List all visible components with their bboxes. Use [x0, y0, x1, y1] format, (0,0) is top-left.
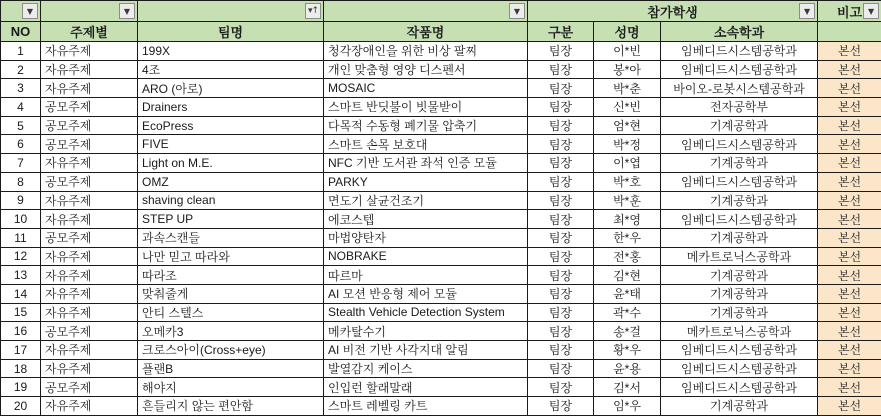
cell-work[interactable]: 스마트 손목 보호대: [324, 135, 528, 154]
cell-dept[interactable]: 임베디드시스템공학과: [661, 135, 818, 154]
cell-name[interactable]: 송*걸: [594, 322, 661, 341]
cell-no[interactable]: 1: [1, 42, 41, 61]
cell-role[interactable]: 팀장: [528, 322, 594, 341]
cell-no[interactable]: 12: [1, 247, 41, 266]
table-row: [1, 154, 881, 173]
cell-work[interactable]: 스마트 반딧불이 빗물받이: [324, 98, 528, 117]
cell-name[interactable]: 한*우: [594, 228, 661, 247]
cell-work[interactable]: 마법양탄자: [324, 228, 528, 247]
cell-work[interactable]: PARKY: [324, 172, 528, 191]
cell-note[interactable]: 본선: [818, 247, 881, 266]
column-header-note-empty: [818, 22, 881, 42]
column-header-team[interactable]: 팀명: [138, 22, 324, 42]
cell-dept[interactable]: 기계공학과: [661, 266, 818, 285]
cell-theme[interactable]: 자유주제: [41, 303, 138, 322]
cell-theme[interactable]: 공모주제: [41, 116, 138, 135]
cell-no[interactable]: 13: [1, 266, 41, 285]
cell-role[interactable]: 팀장: [528, 284, 594, 303]
cell-no[interactable]: 7: [1, 154, 41, 173]
participants-header-label: 참가학생: [532, 2, 813, 21]
cell-theme[interactable]: 공모주제: [41, 378, 138, 397]
cell-role[interactable]: 팀장: [528, 378, 594, 397]
cell-name[interactable]: 최*영: [594, 210, 661, 229]
column-header-name[interactable]: 성명: [594, 22, 661, 42]
cell-note[interactable]: 본선: [818, 191, 881, 210]
cell-theme[interactable]: 자유주제: [41, 210, 138, 229]
table-row: [1, 378, 881, 397]
cell-dept[interactable]: 기계공학과: [661, 116, 818, 135]
cell-name[interactable]: 이*엽: [594, 154, 661, 173]
filter-dropdown-icon: ▼: [804, 7, 810, 16]
column-header-theme[interactable]: 주제별: [41, 22, 138, 42]
cell-no[interactable]: 16: [1, 322, 41, 341]
cell-role[interactable]: 팀장: [528, 397, 594, 416]
cell-no[interactable]: 15: [1, 303, 41, 322]
cell-note[interactable]: 본선: [818, 98, 881, 117]
column-header-no[interactable]: NO: [1, 22, 41, 42]
cell-work[interactable]: Stealth Vehicle Detection System: [324, 303, 528, 322]
cell-team[interactable]: 해야지: [138, 378, 324, 397]
filter-button-work[interactable]: [509, 3, 525, 19]
cell-role[interactable]: 팀장: [528, 266, 594, 285]
table-row: [1, 266, 881, 285]
table-row: [1, 303, 881, 322]
cell-note[interactable]: 본선: [818, 42, 881, 61]
cell-role[interactable]: 팀장: [528, 60, 594, 79]
column-header-dept[interactable]: 소속학과: [661, 22, 818, 42]
cell-note[interactable]: 본선: [818, 135, 881, 154]
table-row: [1, 322, 881, 341]
cell-role[interactable]: 팀장: [528, 341, 594, 360]
cell-note[interactable]: 본선: [818, 266, 881, 285]
cell-name[interactable]: 이*빈: [594, 42, 661, 61]
cell-dept[interactable]: 기계공학과: [661, 154, 818, 173]
cell-name[interactable]: 신*빈: [594, 98, 661, 117]
cell-role[interactable]: 팀장: [528, 79, 594, 98]
cell-name[interactable]: 전*홍: [594, 247, 661, 266]
filter-cell-work: [324, 1, 528, 22]
table-row: [1, 79, 881, 98]
cell-role[interactable]: 팀장: [528, 135, 594, 154]
column-header-role[interactable]: 구분: [528, 22, 594, 42]
cell-name[interactable]: 김*서: [594, 378, 661, 397]
cell-no[interactable]: 10: [1, 210, 41, 229]
table-row: [1, 341, 881, 360]
cell-theme[interactable]: 자유주제: [41, 191, 138, 210]
cell-no[interactable]: 20: [1, 397, 41, 416]
table-row: [1, 172, 881, 191]
cell-work[interactable]: AI 비전 기반 사각지대 알림: [324, 341, 528, 360]
cell-work[interactable]: 청각장애인을 위한 비상 팔찌: [324, 42, 528, 61]
cell-name[interactable]: 박*훈: [594, 191, 661, 210]
cell-team[interactable]: 크로스아이(Cross+eye): [138, 341, 324, 360]
cell-role[interactable]: 팀장: [528, 172, 594, 191]
cell-dept[interactable]: 임베디드시스템공학과: [661, 341, 818, 360]
cell-team[interactable]: Drainers: [138, 98, 324, 117]
note-header-cell[interactable]: [818, 1, 881, 22]
cell-team[interactable]: Light on M.E.: [138, 154, 324, 173]
cell-role[interactable]: 팀장: [528, 303, 594, 322]
table-row: [1, 210, 881, 229]
cell-team[interactable]: OMZ: [138, 172, 324, 191]
cell-team[interactable]: 오메카3: [138, 322, 324, 341]
filter-button-participants[interactable]: [799, 3, 815, 19]
filter-cell-team: [138, 1, 324, 22]
cell-role[interactable]: 팀장: [528, 116, 594, 135]
cell-team[interactable]: 안티 스텔스: [138, 303, 324, 322]
cell-work[interactable]: 개인 맞춤형 영양 디스펜서: [324, 60, 528, 79]
cell-theme[interactable]: 자유주제: [41, 42, 138, 61]
cell-work[interactable]: 따르마: [324, 266, 528, 285]
cell-theme[interactable]: 자유주제: [41, 266, 138, 285]
cell-team[interactable]: 과속스캔들: [138, 228, 324, 247]
cell-no[interactable]: 3: [1, 79, 41, 98]
table-row: [1, 397, 881, 416]
cell-note[interactable]: 본선: [818, 60, 881, 79]
table-row: [1, 228, 881, 247]
cell-theme[interactable]: 자유주제: [41, 60, 138, 79]
column-header-row: [1, 22, 881, 42]
filter-row: [1, 1, 881, 22]
cell-theme[interactable]: 자유주제: [41, 284, 138, 303]
table-row: [1, 116, 881, 135]
table-row: [1, 247, 881, 266]
filter-dropdown-icon: ▼: [27, 7, 33, 16]
cell-theme[interactable]: 자유주제: [41, 154, 138, 173]
cell-dept[interactable]: 임베디드시스템공학과: [661, 378, 818, 397]
cell-theme[interactable]: 자유주제: [41, 247, 138, 266]
cell-no[interactable]: 6: [1, 135, 41, 154]
table-body: [1, 42, 881, 416]
cell-dept[interactable]: 바이오-로봇시스템공학과: [661, 79, 818, 98]
cell-team[interactable]: 4조: [138, 60, 324, 79]
cell-team[interactable]: 199X: [138, 42, 324, 61]
table-row: [1, 60, 881, 79]
cell-name[interactable]: 윤*용: [594, 359, 661, 378]
filter-dropdown-icon: ▼: [124, 7, 130, 16]
cell-no[interactable]: 14: [1, 284, 41, 303]
cell-work[interactable]: 발열감지 케이스: [324, 359, 528, 378]
cell-note[interactable]: 본선: [818, 303, 881, 322]
cell-name[interactable]: 곽*수: [594, 303, 661, 322]
cell-no[interactable]: 17: [1, 341, 41, 360]
cell-note[interactable]: 본선: [818, 284, 881, 303]
filter-dropdown-icon: ▼: [868, 7, 874, 16]
cell-note[interactable]: 본선: [818, 397, 881, 416]
cell-no[interactable]: 5: [1, 116, 41, 135]
cell-role[interactable]: 팀장: [528, 228, 594, 247]
cell-name[interactable]: 봉*아: [594, 60, 661, 79]
participants-header-cell[interactable]: [528, 1, 818, 22]
cell-name[interactable]: 윤*태: [594, 284, 661, 303]
cell-team[interactable]: 나만 믿고 따라와: [138, 247, 324, 266]
table-row: [1, 284, 881, 303]
table-row: [1, 42, 881, 61]
cell-work[interactable]: 메카탈수기: [324, 322, 528, 341]
cell-work[interactable]: 다목적 수동형 폐기물 압축기: [324, 116, 528, 135]
cell-role[interactable]: 팀장: [528, 247, 594, 266]
cell-dept[interactable]: 기계공학과: [661, 284, 818, 303]
cell-dept[interactable]: 메카트로닉스공학과: [661, 322, 818, 341]
cell-work[interactable]: NOBRAKE: [324, 247, 528, 266]
filter-button-team-sorted[interactable]: [305, 3, 321, 19]
cell-no[interactable]: 8: [1, 172, 41, 191]
sort-ascending-filter-icon: ▾↑: [308, 6, 318, 16]
cell-dept[interactable]: 임베디드시스템공학과: [661, 42, 818, 61]
cell-name[interactable]: 박*춘: [594, 79, 661, 98]
column-header-work[interactable]: 작품명: [324, 22, 528, 42]
cell-note[interactable]: 본선: [818, 154, 881, 173]
cell-theme[interactable]: 공모주제: [41, 322, 138, 341]
filter-button-theme[interactable]: [119, 3, 135, 19]
note-header-label: 비고: [830, 2, 869, 21]
table-row: [1, 98, 881, 117]
filter-button-note[interactable]: [863, 3, 879, 19]
cell-team[interactable]: FIVE: [138, 135, 324, 154]
cell-role[interactable]: 팀장: [528, 42, 594, 61]
cell-theme[interactable]: 공모주제: [41, 135, 138, 154]
cell-no[interactable]: 4: [1, 98, 41, 117]
cell-theme[interactable]: 공모주제: [41, 98, 138, 117]
cell-team[interactable]: shaving clean: [138, 191, 324, 210]
cell-theme[interactable]: 자유주제: [41, 359, 138, 378]
cell-role[interactable]: 팀장: [528, 191, 594, 210]
cell-role[interactable]: 팀장: [528, 154, 594, 173]
cell-name[interactable]: 임*우: [594, 397, 661, 416]
cell-theme[interactable]: 자유주제: [41, 79, 138, 98]
cell-no[interactable]: 18: [1, 359, 41, 378]
cell-dept[interactable]: 기계공학과: [661, 397, 818, 416]
cell-name[interactable]: 황*우: [594, 341, 661, 360]
cell-role[interactable]: 팀장: [528, 98, 594, 117]
cell-no[interactable]: 11: [1, 228, 41, 247]
cell-name[interactable]: 박*호: [594, 172, 661, 191]
cell-theme[interactable]: 공모주제: [41, 228, 138, 247]
cell-dept[interactable]: 임베디드시스템공학과: [661, 359, 818, 378]
cell-role[interactable]: 팀장: [528, 210, 594, 229]
cell-note[interactable]: 본선: [818, 79, 881, 98]
cell-theme[interactable]: 공모주제: [41, 172, 138, 191]
cell-team[interactable]: ARO (아로): [138, 79, 324, 98]
cell-team[interactable]: 흔들리지 않는 편안함: [138, 397, 324, 416]
filter-cell-no: [1, 1, 41, 22]
cell-note[interactable]: 본선: [818, 116, 881, 135]
cell-no[interactable]: 19: [1, 378, 41, 397]
cell-theme[interactable]: 자유주제: [41, 341, 138, 360]
cell-theme[interactable]: 자유주제: [41, 397, 138, 416]
cell-no[interactable]: 2: [1, 60, 41, 79]
cell-name[interactable]: 엄*현: [594, 116, 661, 135]
cell-name[interactable]: 박*정: [594, 135, 661, 154]
cell-work[interactable]: 인입런 할래말래: [324, 378, 528, 397]
cell-dept[interactable]: 임베디드시스템공학과: [661, 172, 818, 191]
cell-team[interactable]: EcoPress: [138, 116, 324, 135]
filter-button-no[interactable]: [22, 3, 38, 19]
cell-note[interactable]: 본선: [818, 210, 881, 229]
cell-work[interactable]: AI 모션 반응형 제어 모듈: [324, 284, 528, 303]
cell-work[interactable]: 스마트 레벨링 카트: [324, 397, 528, 416]
cell-team[interactable]: 따라조: [138, 266, 324, 285]
cell-dept[interactable]: 전자공학부: [661, 98, 818, 117]
cell-work[interactable]: NFC 기반 도서관 좌석 인증 모듈: [324, 154, 528, 173]
cell-note[interactable]: 본선: [818, 172, 881, 191]
cell-dept[interactable]: 메카트로닉스공학과: [661, 247, 818, 266]
cell-note[interactable]: 본선: [818, 378, 881, 397]
filter-dropdown-icon: ▼: [514, 7, 520, 16]
table-row: [1, 359, 881, 378]
cell-name[interactable]: 김*현: [594, 266, 661, 285]
table-row: [1, 135, 881, 154]
cell-dept[interactable]: 기계공학과: [661, 303, 818, 322]
cell-dept[interactable]: 임베디드시스템공학과: [661, 60, 818, 79]
table-row: [1, 191, 881, 210]
cell-dept[interactable]: 기계공학과: [661, 191, 818, 210]
cell-note[interactable]: 본선: [818, 359, 881, 378]
cell-work[interactable]: MOSAIC: [324, 79, 528, 98]
cell-note[interactable]: 본선: [818, 322, 881, 341]
cell-work[interactable]: 면도기 살균건조기: [324, 191, 528, 210]
cell-dept[interactable]: 기계공학과: [661, 228, 818, 247]
cell-team[interactable]: 맞춰줄게: [138, 284, 324, 303]
cell-no[interactable]: 9: [1, 191, 41, 210]
cell-note[interactable]: 본선: [818, 341, 881, 360]
cell-team[interactable]: STEP UP: [138, 210, 324, 229]
cell-role[interactable]: 팀장: [528, 359, 594, 378]
filter-cell-theme: [41, 1, 138, 22]
cell-note[interactable]: 본선: [818, 228, 881, 247]
cell-dept[interactable]: 임베디드시스템공학과: [661, 210, 818, 229]
cell-team[interactable]: 플랜B: [138, 359, 324, 378]
cell-work[interactable]: 에코스텝: [324, 210, 528, 229]
